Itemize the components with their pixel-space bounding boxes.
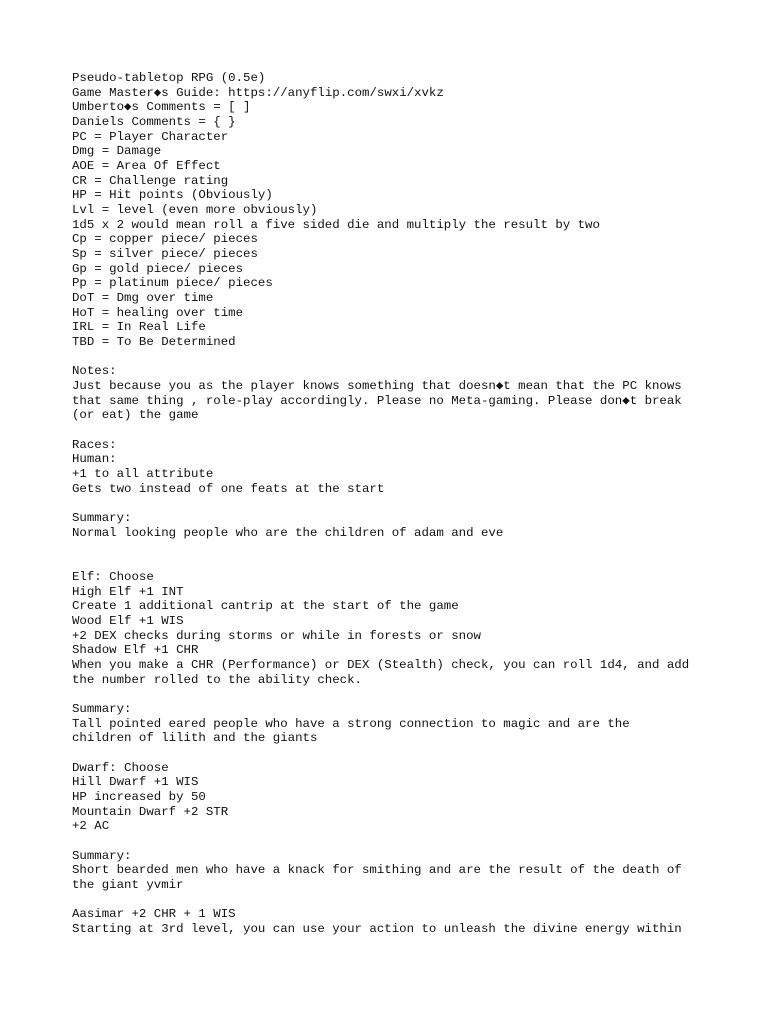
text-line: Starting at 3rd level, you can use your action to unleash the divine energy within [72,921,682,936]
text-line: Shadow Elf +1 CHR [72,643,199,658]
text-line: IRL = In Real Life [72,320,206,335]
text-line: Dmg = Damage [72,144,162,159]
text-line: When you make a CHR (Performance) or DEX (Stealth) check, you can roll 1d4, and add [72,657,690,672]
text-line: children of lilith and the giants [72,731,318,746]
text-line: Summary: [72,848,132,863]
text-line: Human: [72,452,117,467]
text-line: Create 1 additional cantrip at the start of the game [72,599,459,614]
text-line: 1d5 x 2 would mean roll a five sided die and multiply the result by two [72,217,600,232]
text-line: the number rolled to the ability check. [72,672,362,687]
text-line: Gets two instead of one feats at the start [72,481,385,496]
text-line: Lvl = level (even more obviously) [72,203,318,218]
blank-line [72,555,732,570]
text-line: Summary: [72,701,132,716]
text-line: Wood Elf +1 WIS [72,613,184,628]
text-line: +1 to all attribute [72,467,214,482]
text-line: +2 DEX checks during storms or while in forests or snow [72,628,481,643]
text-line: the giant yvmir [72,877,184,892]
text-line: Short bearded men who have a knack for smithing and are the result of the death of [72,863,682,878]
text-line: Summary: [72,511,132,526]
text-line: TBD = To Be Determined [72,335,236,350]
text-line: (or eat) the game [72,408,199,423]
blank-line [72,687,732,702]
text-line: Dwarf: Choose [72,760,169,775]
text-line: Hill Dwarf +1 WIS [72,775,199,790]
text-line: Notes: [72,364,117,379]
document-body [72,71,732,937]
text-line: AOE = Area Of Effect [72,159,221,174]
blank-line [72,893,732,908]
text-line: Game Master◆s Guide: https://anyflip.com/swxi/xvkz [72,85,444,100]
blank-line [72,496,732,511]
text-line: DoT = Dmg over time [72,291,214,306]
text-line: HoT = healing over time [72,305,244,320]
text-line: Elf: Choose [72,569,154,584]
text-line: High Elf +1 INT [72,584,184,599]
blank-line [72,834,732,849]
text-line: Normal looking people who are the children of adam and eve [72,525,504,540]
text-line: CR = Challenge rating [72,173,229,188]
blank-line [72,350,732,365]
blank-line [72,423,732,438]
text-line: Mountain Dwarf +2 STR [72,804,229,819]
text-line: Umberto◆s Comments = [ ] [72,100,251,115]
text-line: Just because you as the player knows something that doesn◆t mean that the PC knows [72,379,682,394]
text-line: Gp = gold piece/ pieces [72,261,244,276]
text-line: Sp = silver piece/ pieces [72,247,258,262]
text-line: HP increased by 50 [72,789,206,804]
text-line: PC = Player Character [72,129,229,144]
text-line: Pp = platinum piece/ pieces [72,276,273,291]
text-line: Tall pointed eared people who have a strong connection to magic and are the [72,716,630,731]
text-line: Pseudo-tabletop RPG (0.5e) [72,71,266,85]
blank-line [72,746,732,761]
text-line: +2 AC [72,819,110,834]
text-line: that same thing , role-play accordingly. Please no Meta-gaming. Please don◆t break [72,393,682,408]
text-line: HP = Hit points (Obviously) [72,188,273,203]
text-line: Daniels Comments = { } [72,115,236,130]
text-line: Races: [72,437,117,452]
blank-line [72,541,732,556]
text-line: Cp = copper piece/ pieces [72,232,258,247]
text-line: Aasimar +2 CHR + 1 WIS [72,907,236,922]
